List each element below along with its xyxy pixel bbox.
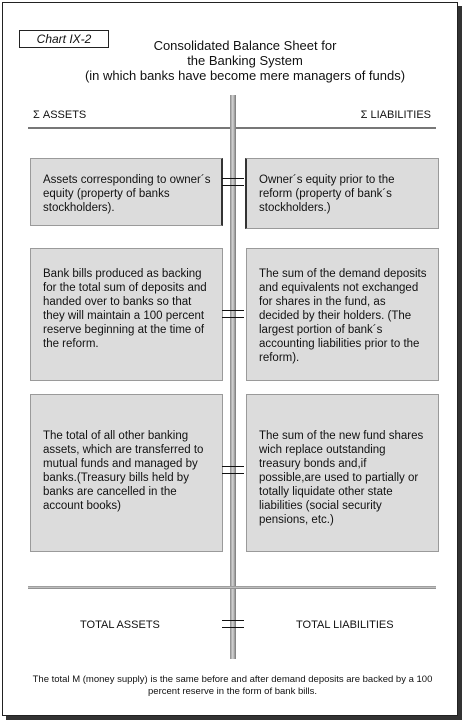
footnote: The total M (money supply) is the same before and after demand deposits are backed by a 100 percent reserve in the form of bank bills. — [32, 674, 433, 697]
total-liabilities-label: TOTAL LIABILITIES — [296, 619, 394, 631]
liability-box-demand-deposits: The sum of the demand deposits and equivalents not exchanged for shares in the fund, as decided by their holders. (The largest portion of bank´s accounting liabilities prior to the reform). — [246, 248, 439, 381]
equals-sign — [222, 310, 244, 318]
title-line-2: the Banking System — [187, 53, 303, 68]
liability-box-fund-shares: The sum of the new fund shares wich replace outstanding treasury bonds and,if possible,are used to partially or totally liquidate other state liabilities (social security pensions, etc.) — [246, 394, 439, 552]
asset-box-bank-bills: Bank bills produced as backing for the total sum of deposits and handed over to banks so that they will maintain a 100 percent reserve beginning at the time of the reform. — [30, 248, 223, 381]
chart-label: Chart IX-2 — [19, 30, 109, 48]
chart-title — [40, 38, 450, 83]
liabilities-header: Σ LIABILITIES — [360, 109, 431, 121]
asset-box-owners-equity: Assets corresponding to owner´s equity (property of banks stockholders). — [30, 158, 223, 226]
bottom-rail — [28, 586, 436, 589]
total-assets-label: TOTAL ASSETS — [80, 619, 160, 631]
equals-sign — [222, 178, 244, 186]
assets-header: Σ ASSETS — [33, 109, 87, 121]
equals-sign — [222, 620, 244, 628]
equals-sign — [222, 466, 244, 474]
asset-box-other-assets: The total of all other banking assets, which are transferred to mutual funds and managed by banks.(Treasury bills held by banks are cancelled in the account books) — [30, 394, 223, 552]
title-line-1: Consolidated Balance Sheet for — [153, 38, 337, 53]
title-line-3: (in which banks have become mere managers of funds) — [84, 68, 406, 83]
liability-box-owners-equity: Owner´s equity prior to the reform (property of bank´s stockholders.) — [245, 158, 439, 229]
